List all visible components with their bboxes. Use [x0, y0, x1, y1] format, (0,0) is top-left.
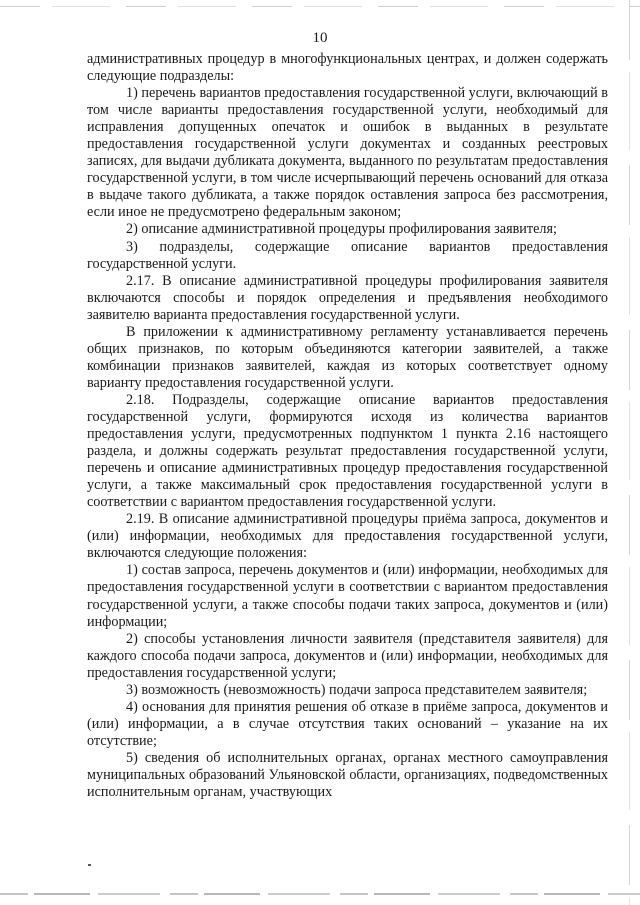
paragraph: 1) перечень вариантов предоставления государственной услуги, включающий в том числе варианты предоставления государственной услуги, необходимый для исправления допущенных опечаток и ошибок в выданных в результате предоставления государственной услуги документах и созданных реестровых записях, для выдачи дубликата документа, выданного по результатам предоставления государственной услуги, в том числе исчерпывающий перечень оснований для отказа в выдаче такого дубликата, а также порядок оставления запроса без рассмотрения, если иное не предусмотрено федеральным законом; — [87, 85, 608, 221]
document-body — [87, 51, 608, 801]
paragraph: 2) способы установления личности заявителя (представителя заявителя) для каждого способа подачи запроса, документов и (или) информации, необходимых для предоставления государственной услуги; — [87, 630, 608, 681]
paragraph: 3) подразделы, содержащие описание вариантов предоставления государственной услуги. — [87, 238, 608, 272]
paragraph: 2.18. Подразделы, содержащие описание вариантов предоставления государственной услуги, формируются исходя из количества вариантов предоставления услуги, предусмотренных подпунктом 1 пункта 2.16 настоящего раздела, и должны содержать результат предоставления государственной услуги, перечень и описание административных процедур предоставления государственной услуги, а также максимальный срок предоставления государственной услуги в соответствии с вариантом предоставления государственной услуги. — [87, 391, 608, 511]
scan-edge-right — [629, 0, 630, 905]
paragraph: 1) состав запроса, перечень документов и (или) информации, необходимых для предоставления государственной услуги в соответствии с вариантом предоставления государственной услуги, а также способы подачи таких запроса, документов и (или) информации; — [87, 562, 608, 630]
paragraph: В приложении к административному регламенту устанавливается перечень общих признаков, по которым объединяются категории заявителей, а также комбинации признаков заявителей, каждая из которых соответствует одному варианту предоставления государственной услуги. — [87, 323, 608, 391]
paragraph: 2.17. В описание административной процедуры профилирования заявителя включаются способы и порядок определения и предъявления необходимого заявителю варианта предоставления государственной услуги. — [87, 272, 608, 323]
paragraph: 2.19. В описание административной процедуры приёма запроса, документов и (или) информации, необходимых для предоставления государственной услуги, включаются следующие положения: — [87, 511, 608, 562]
scan-speck — [88, 864, 91, 866]
page-number: 10 — [312, 30, 328, 46]
paragraph: 5) сведения об исполнительных органах, органах местного самоуправления муниципальных образований Ульяновской области, организациях, подведомственных исполнительным органам, участвующих — [87, 749, 608, 801]
paragraph: 3) возможность (невозможность) подачи запроса представителем заявителя; — [126, 681, 588, 698]
paragraph: административных процедур в многофункциональных центрах, и должен содержать следующие подразделы: — [87, 51, 608, 85]
scan-edge-bottom — [0, 893, 640, 895]
paragraph: 4) основания для принятия решения об отказе в приёме запроса, документов и (или) информации, а в случае отсутствия таких оснований – указание на их отсутствие; — [87, 698, 608, 749]
paragraph: 2) описание административной процедуры профилирования заявителя; — [126, 221, 557, 238]
scan-edge-top — [0, 6, 640, 7]
